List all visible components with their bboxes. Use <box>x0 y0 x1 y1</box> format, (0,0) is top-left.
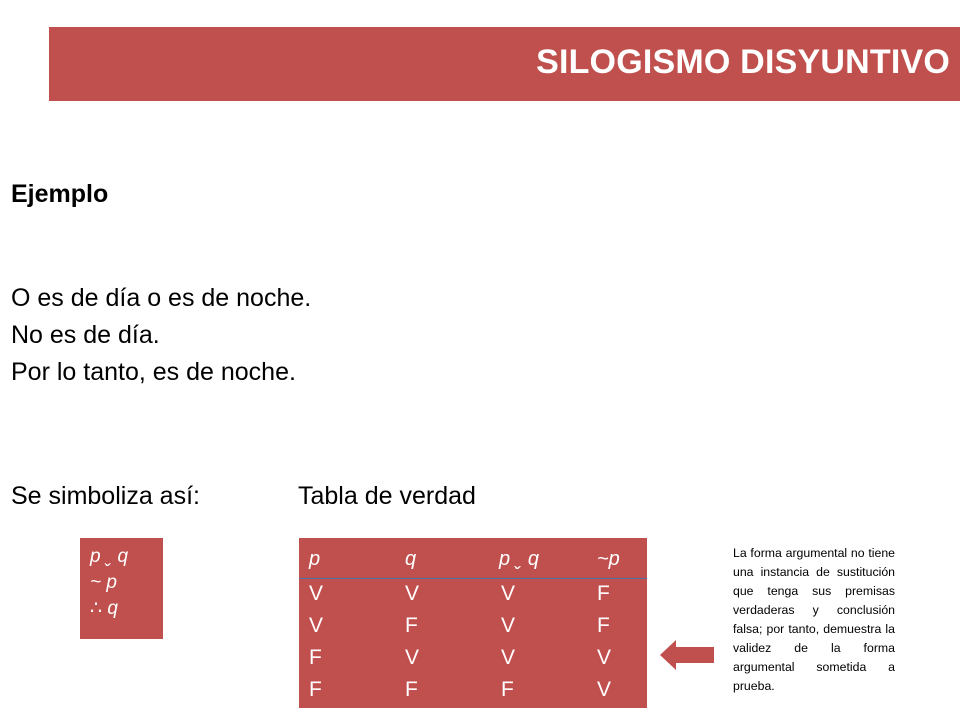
explanation-note: La forma argumental no tiene una instancia de sustitución que tenga sus premisas verdaderas y conclusión falsa; por tanto, demuestra la validez de la forma argumental sometida a prueba. <box>733 546 895 693</box>
table-row <box>299 674 647 706</box>
table-cell: F <box>309 678 322 701</box>
conclusion: Por lo tanto, es de noche. <box>11 358 296 386</box>
premise-2: No es de día. <box>11 321 160 349</box>
arrow-left-icon <box>660 640 714 675</box>
table-row <box>299 642 647 674</box>
header-cell: ~p <box>597 548 620 570</box>
table-cell: F <box>597 614 610 637</box>
table-cell: V <box>309 614 324 637</box>
symbol-line-2: ~ p <box>90 572 117 593</box>
symbol-line-3: ∴ q <box>90 598 118 619</box>
table-row <box>299 610 647 642</box>
table-cell: V <box>405 582 420 605</box>
example-argument <box>11 280 311 391</box>
example-heading: Ejemplo <box>11 180 109 208</box>
title-bar <box>49 27 960 101</box>
table-cell: F <box>405 614 418 637</box>
page-title: SILOGISMO DISYUNTIVO <box>536 43 950 81</box>
symbolization-box <box>80 538 163 639</box>
table-cell: V <box>597 646 612 669</box>
table-cell: F <box>501 678 514 701</box>
table-cell: F <box>405 678 418 701</box>
table-cell: F <box>597 582 610 605</box>
symbolization-label: Se simboliza así: <box>11 482 200 510</box>
table-cell: V <box>405 646 420 669</box>
table-cell: V <box>501 614 516 637</box>
truth-table-header <box>299 544 647 576</box>
table-cell: V <box>597 678 612 701</box>
truth-table <box>299 538 647 708</box>
table-cell: V <box>501 582 516 605</box>
table-cell: V <box>501 646 516 669</box>
table-cell: V <box>309 582 324 605</box>
header-cell: q <box>405 548 417 570</box>
symbol-line-1: p ˬ q <box>90 546 129 567</box>
table-cell: F <box>309 646 322 669</box>
premise-1: O es de día o es de noche. <box>11 284 312 312</box>
table-row <box>299 578 647 610</box>
truth-table-label: Tabla de verdad <box>298 482 476 510</box>
header-cell: p <box>309 548 321 570</box>
header-cell: p ˬ q <box>499 548 540 570</box>
